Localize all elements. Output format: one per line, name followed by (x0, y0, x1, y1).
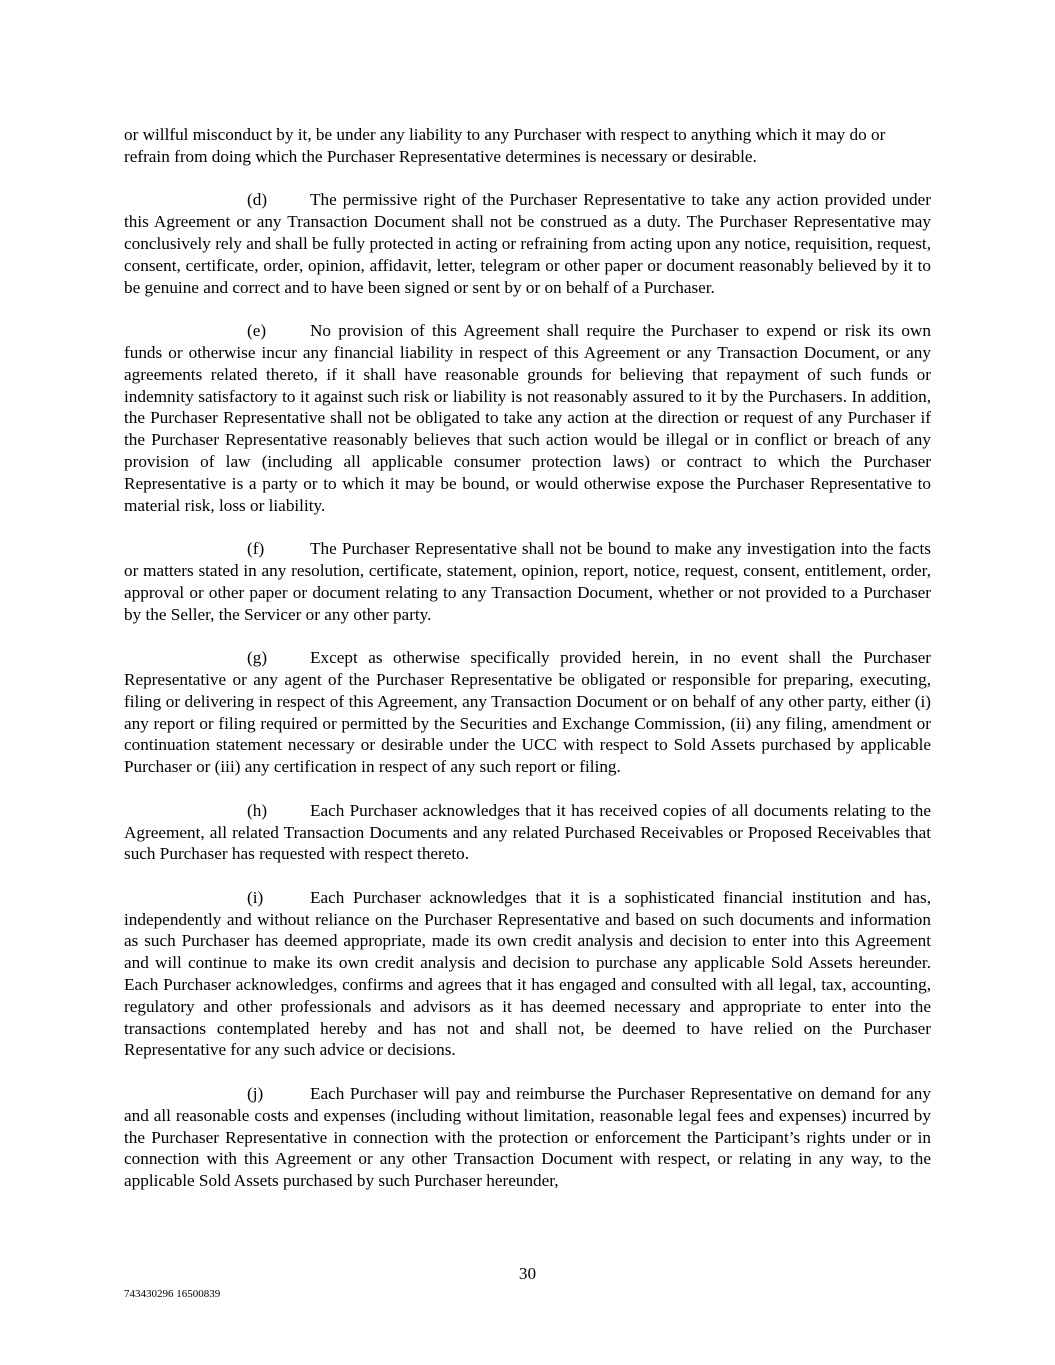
paragraph-f (124, 538, 931, 625)
paragraph-e (124, 320, 931, 516)
paragraph-continuation (124, 124, 931, 168)
paragraph-text: The Purchaser Representative shall not be bound to make any investigation into the facts or matters stated in any resolution, certificate, statement, opinion, report, notice, request, consent, entitlement, order, approval or other paper or document relating to any Transaction Document, whether or not provided to a Purchaser by the Seller, the Servicer or any other party. (124, 539, 931, 624)
paragraph-i (124, 887, 931, 1061)
paragraph-text: Each Purchaser acknowledges that it has received copies of all documents relating to the Agreement, all related Transaction Documents and any related Purchased Receivables or Proposed Receivables that such Purchaser has requested with respect thereto. (124, 800, 931, 864)
paragraph-label: (g) (247, 648, 268, 668)
paragraph-label: (e) (247, 321, 267, 341)
paragraph-label: (f) (247, 539, 265, 559)
paragraph-g (124, 647, 931, 778)
paragraph-text: or willful misconduct by it, be under any liability to any Purchaser with respect to anything which it may do or refrain from doing which the Purchaser Representative determines is necessary or desirable. (124, 125, 886, 166)
paragraph-text: Each Purchaser acknowledges that it is a sophisticated financial institution and has, independently and without reliance on the Purchaser Representative and based on such documents and information as such Purchaser has deemed appropriate, made its own credit analysis and decision to enter into this Agreement and will continue to make its own credit analysis and decision to purchase any applicable Sold Assets hereunder. Each Purchaser acknowledges, confirms and agrees that it has engaged and consulted with all legal, tax, accounting, regulatory and other professionals and advisors as it has deemed necessary and appropriate to enter into the transactions contemplated hereby and has not and shall not, be deemed to have relied on the Purchaser Representative for any such advice or decisions. (124, 887, 931, 1060)
paragraph-label: (i) (247, 887, 264, 907)
paragraph-label: (j) (247, 1084, 264, 1104)
paragraph-d (124, 189, 931, 298)
paragraph-j (124, 1083, 931, 1192)
paragraph-label: (d) (247, 190, 268, 210)
paragraph-text: Except as otherwise specifically provided herein, in no event shall the Purchaser Representative or any agent of the Purchaser Representative be obligated or responsible for preparing, executing, filing or delivering in respect of this Agreement, any Transaction Document or on behalf of any other party, either (i) any report or filing required or permitted by the Securities and Exchange Commission, (ii) any filing, amendment or continuation statement necessary or desirable under the UCC with respect to Sold Assets purchased by applicable Purchaser or (iii) any certification in respect of any such report or filing. (124, 648, 931, 777)
paragraph-label: (h) (247, 800, 268, 820)
paragraph-text: No provision of this Agreement shall require the Purchaser to expend or risk its own funds or otherwise incur any financial liability in respect of this Agreement or any Transaction Document, or any agreements related thereto, if it shall have reasonable grounds for believing that repayment of such funds or indemnity satisfactory to it against such risk or liability is not reasonably assured to it by the Purchasers. In addition, the Purchaser Representative shall not be obligated to take any action at the direction or request of any Purchaser if the Purchaser Representative reasonably believes that such action would be illegal or in conflict or breach of any provision of law (including all applicable consumer protection laws) or contract to which the Purchaser Representative is a party or to which it may be bound, or would otherwise expose the Purchaser Representative to material risk, loss or liability. (124, 321, 931, 515)
document-body (124, 124, 931, 1214)
paragraph-text: The permissive right of the Purchaser Representative to take any action provided under this Agreement or any Transaction Document shall not be construed as a duty. The Purchaser Representative may conclusively rely and shall be fully protected in acting or refraining from acting upon any notice, requisition, request, consent, certificate, order, opinion, affidavit, letter, telegram or other paper or document reasonably believed by it to be genuine and correct and to have been signed or sent by or on behalf of a Purchaser. (124, 190, 931, 297)
paragraph-h (124, 800, 931, 865)
document-id: 743430296 16500839 (124, 1288, 221, 1300)
paragraph-text: Each Purchaser will pay and reimburse the Purchaser Representative on demand for any and all reasonable costs and expenses (including without limitation, reasonable legal fees and expenses) incurred by the Purchaser Representative in connection with the protection or enforcement the Participant’s rights under or in connection with this Agreement or any other Transaction Document with respect, or relating in any way, to the applicable Sold Assets purchased by such Purchaser hereunder, (124, 1084, 931, 1191)
page-number: 30 (518, 1264, 537, 1283)
